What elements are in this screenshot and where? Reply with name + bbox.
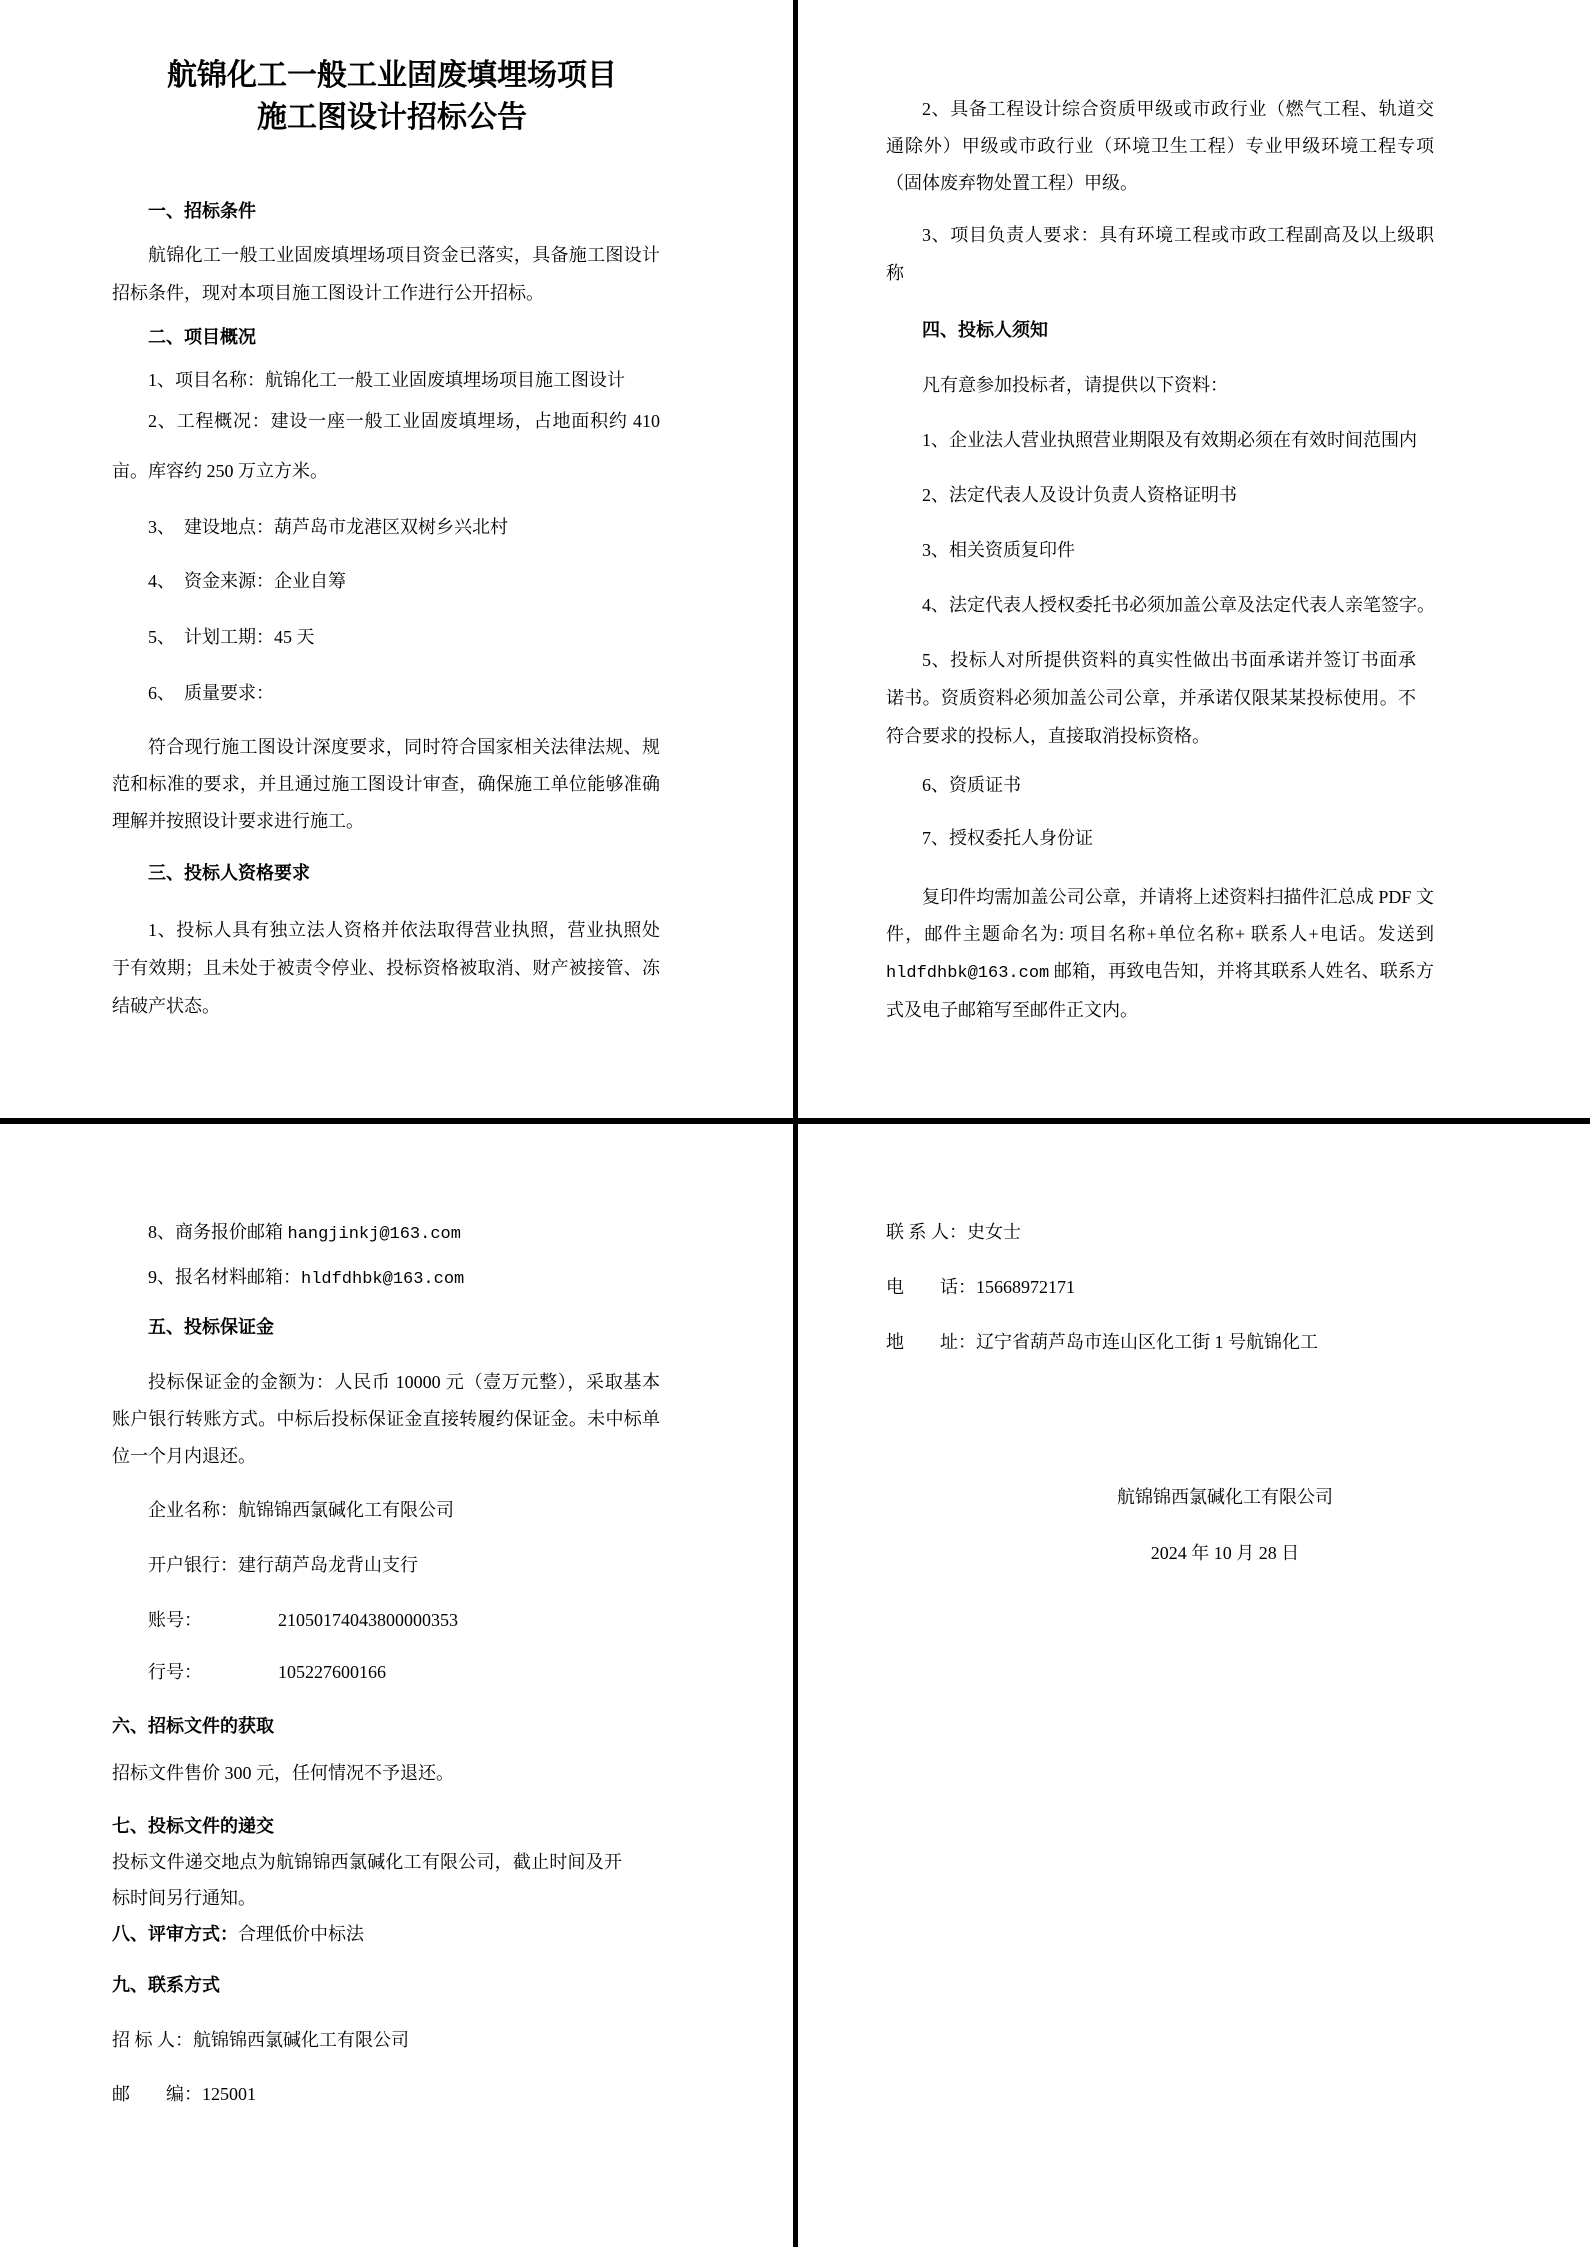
document-price-paragraph: 招标文件售价 300 元，任何情况不予退还。 [112,1763,454,1783]
section-3-heading: 三、投标人资格要求 [148,863,310,883]
zip-code-row: 邮 编：125001 [112,2084,256,2104]
section-1-paragraph: 航锦化工一般工业固废填埋场项目资金已落实，具备施工图设计招标条件，现对本项目施工图设计工作进行公开招标。 [112,245,660,303]
bank-code-row [148,1659,708,1685]
registration-email-address: hldfdhbk@163.com [301,1270,465,1289]
doc-title-line1: 航锦化工一般工业固废填埋场项目 [167,59,617,92]
section-4-heading: 四、投标人须知 [922,320,1048,340]
submission-text-after: 邮箱，再致电告知，并将其联系人姓名、联系方式及电子邮箱写至邮件正文内。 [886,961,1434,1020]
bank-row: 开户银行：建行葫芦岛龙背山支行 [148,1555,418,1575]
page-divider-line [0,1118,1590,1124]
submission-paragraph [886,879,1434,1029]
signature-date: 2024 年 10 月 28 日 [1150,1543,1300,1563]
quality-item: 6、 质量要求： [148,683,274,703]
quote-email-address: hangjinkj@163.com [287,1225,461,1244]
notice-item-2: 2、法定代表人及设计负责人资格证明书 [922,485,1237,505]
section-1-heading: 一、招标条件 [148,201,256,221]
funding-item: 4、 资金来源：企业自筹 [148,571,346,591]
doc-title-line2: 施工图设计招标公告 [257,101,527,134]
account-number-label: 账号： [148,1610,202,1630]
bidder-row: 招 标 人：航锦锦西氯碱化工有限公司 [112,2030,409,2050]
project-overview-item: 2、工程概况：建设一座一般工业固废填埋场，占地面积约 410 亩。库容约 250 万立方米。 [112,411,660,481]
notice-item-1: 1、企业法人营业执照营业期限及有效期必须在有效时间范围内 [922,430,1417,450]
notice-intro: 凡有意参加投标者，请提供以下资料： [922,375,1228,395]
qualification-item-3: 3、项目负责人要求：具有环境工程或市政工程副高及以上级职称 [886,225,1434,283]
section-5-heading: 五、投标保证金 [148,1317,274,1337]
section-8-heading: 八、评审方式： [112,1924,238,1944]
quote-email-item [112,1219,672,1248]
submission-text-before: 复印件均需加盖公司公章，并请将上述资料扫描件汇总成 PDF 文件，邮件主题命名为: 项目名称+单位名称+ 联系人+电话。发送到 [886,887,1434,944]
registration-email-label: 9、报名材料邮箱： [148,1267,301,1287]
deposit-paragraph: 投标保证金的金额为：人民币 10000 元（壹万元整），采取基本账户银行转账方式。中标后投标保证金直接转履约保证金。未中标单位一个月内退还。 [112,1372,660,1466]
account-number-value: 21050174043800000353 [278,1610,458,1630]
section-6-heading: 六、招标文件的获取 [112,1716,274,1736]
location-item: 3、 建设地点：葫芦岛市龙港区双树乡兴北村 [148,517,508,537]
schedule-item: 5、 计划工期：45 天 [148,627,315,647]
bank-code-label: 行号： [148,1662,202,1682]
notice-item-5: 5、投标人对所提供资料的真实性做出书面承诺并签订书面承诺书。资质资料必须加盖公司公章，并承诺仅限某某投标使用。不符合要求的投标人，直接取消投标资格。 [886,650,1416,746]
section-7-heading: 七、投标文件的递交 [112,1816,274,1836]
section-8-row [112,1921,672,1947]
qualification-item-2: 2、具备工程设计综合资质甲级或市政行业（燃气工程、轨道交通除外）甲级或市政行业（环境卫生工程）专业甲级环境工程专项（固体废弃物处置工程）甲级。 [886,99,1434,193]
quote-email-label: 8、商务报价邮箱 [148,1222,288,1242]
contact-person-row: 联 系 人：史女士 [886,1222,1021,1242]
notice-item-6: 6、资质证书 [922,775,1021,795]
section-8-value: 合理低价中标法 [238,1924,364,1944]
submission-email: hldfdhbk@163.com [886,964,1050,983]
quality-paragraph: 符合现行施工图设计深度要求，同时符合国家相关法律法规、规范和标准的要求，并且通过施工图设计审查，确保施工单位能够准确理解并按照设计要求进行施工。 [112,737,660,831]
company-name-row: 企业名称：航锦锦西氯碱化工有限公司 [148,1500,454,1520]
notice-item-3: 3、相关资质复印件 [922,540,1075,560]
address-row: 地 址：辽宁省葫芦岛市连山区化工街 1 号航锦化工 [886,1332,1318,1352]
phone-row: 电 话：15668972171 [886,1277,1075,1297]
section-2-heading: 二、项目概况 [148,327,256,347]
qualification-paragraph: 1、投标人具有独立法人资格并依法取得营业执照，营业执照处于有效期；且未处于被责令停业、投标资格被取消、财产被接管、冻结破产状态。 [112,920,660,1016]
project-name-item: 1、项目名称：航锦化工一般工业固废填埋场项目施工图设计 [148,370,625,390]
registration-email-item [112,1264,672,1293]
notice-item-4: 4、法定代表人授权委托书必须加盖公章及法定代表人亲笔签字。 [922,595,1435,615]
section-9-heading: 九、联系方式 [112,1975,220,1995]
bank-code-value: 105227600166 [278,1662,386,1682]
signature-company: 航锦锦西氯碱化工有限公司 [1117,1487,1333,1507]
delivery-paragraph: 投标文件递交地点为航锦锦西氯碱化工有限公司，截止时间及开标时间另行通知。 [112,1852,622,1908]
notice-item-7: 7、授权委托人身份证 [922,828,1093,848]
account-number-row [148,1607,708,1633]
